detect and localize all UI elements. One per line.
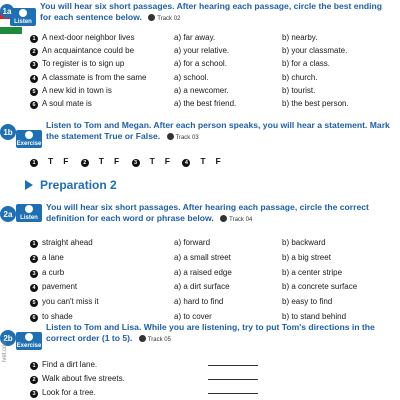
direction-number: 2 <box>30 376 38 384</box>
direction-item <box>30 360 97 370</box>
cd-icon <box>220 215 227 222</box>
answer-option-b[interactable]: b) church. <box>282 72 318 82</box>
section-badge-2a: 2a <box>0 206 16 222</box>
direction-text: Look for a tree. <box>42 388 96 397</box>
headphones-icon: Listen <box>10 8 36 26</box>
question-text: straight ahead <box>42 238 93 247</box>
instruction-1a: You will hear six short passages. After hearing each passage, circle the best ending for each sentence below. Track 02 <box>40 1 382 22</box>
exercise-icon: Exercise <box>16 130 42 148</box>
answer-option-a[interactable]: a) school. <box>174 72 209 82</box>
cd-icon <box>167 133 174 140</box>
answer-option-a[interactable]: a) for a school. <box>174 59 227 69</box>
answer-option-a[interactable]: a) a dirt surface <box>174 282 230 292</box>
answer-option-b[interactable]: b) the best person. <box>282 99 349 108</box>
instruction-2a: You will hear six short passages. After hearing each passage, circle the correct definition for each word or phrase below. Track 04 <box>46 202 369 223</box>
question-text: you can't miss it <box>42 297 99 307</box>
question-text: A next-door neighbor lives <box>42 33 135 42</box>
question-row <box>30 73 146 83</box>
side-url: ivet.com <box>2 339 8 362</box>
question-number: 2 <box>30 255 38 263</box>
answer-blank[interactable] <box>200 360 258 370</box>
question-row <box>30 99 92 109</box>
flag-stripe-green <box>0 27 22 34</box>
question-row <box>30 59 124 69</box>
question-number: 1 <box>30 35 38 43</box>
answer-option-b[interactable]: b) your classmate. <box>282 46 348 56</box>
question-number: 6 <box>30 101 38 109</box>
question-row <box>30 86 112 96</box>
tf-option[interactable]: F <box>164 156 170 166</box>
question-row <box>30 253 64 263</box>
answer-option-a[interactable]: a) the best friend. <box>174 99 237 108</box>
answer-option-b[interactable]: b) easy to find <box>282 297 333 307</box>
answer-option-b[interactable]: b) for a class. <box>282 59 331 69</box>
answer-option-b[interactable]: b) a concrete surface <box>282 282 358 292</box>
tf-option[interactable]: T <box>48 156 54 166</box>
question-number: 1 <box>30 240 38 248</box>
question-number: 3 <box>30 61 38 69</box>
direction-number: 1 <box>30 362 38 370</box>
question-number: 4 <box>30 284 38 292</box>
question-number: 5 <box>30 88 38 96</box>
section-badge-1a: 1a <box>0 4 14 18</box>
answer-option-a[interactable]: a) a newcomer. <box>174 85 229 95</box>
tf-option[interactable]: F <box>113 156 120 166</box>
answer-option-b[interactable]: b) to stand behind <box>282 312 347 321</box>
question-text: A soul mate is <box>42 99 92 108</box>
tf-option[interactable]: F <box>215 156 221 166</box>
preparation-title: Preparation 2 <box>40 178 117 192</box>
answer-option-a[interactable]: a) hard to find <box>174 297 224 307</box>
question-number: 6 <box>30 314 38 322</box>
answer-option-b[interactable]: b) backward <box>282 238 326 247</box>
answer-option-a[interactable]: a) far away. <box>174 33 216 42</box>
instruction-1b: Listen to Tom and Megan. After each person speaks, you will hear a statement. Mark the statement True or False. Track 03 <box>46 120 390 141</box>
answer-option-a[interactable]: a) your relative. <box>174 46 230 56</box>
direction-text: Find a dirt lane. <box>42 360 98 369</box>
answer-option-a[interactable]: a) to cover <box>174 312 212 321</box>
true-false-row: 1 T F 2 T F 3 T F 4 T F <box>30 156 231 167</box>
direction-number: 3 <box>30 390 38 398</box>
cd-icon <box>139 335 146 342</box>
section-badge-1b: 1b <box>0 124 16 140</box>
question-row <box>30 238 93 248</box>
question-text: a lane <box>42 252 64 262</box>
question-row <box>30 46 134 56</box>
answer-option-b[interactable]: b) a center stripe <box>282 267 343 277</box>
direction-item <box>30 374 125 384</box>
cd-icon <box>148 14 155 21</box>
question-text: To register is to sign up <box>42 59 125 69</box>
question-text: A classmate is from the same <box>42 72 147 82</box>
answer-option-a[interactable]: a) a small street <box>174 252 231 262</box>
play-icon <box>25 180 33 190</box>
answer-blank[interactable] <box>200 374 258 384</box>
instruction-2b: Listen to Tom and Lisa. While you are listening, try to put Tom's directions in the correct order (1 to 5). Track 05 <box>46 322 375 343</box>
question-row <box>30 297 99 307</box>
tf-option[interactable]: F <box>63 156 69 166</box>
question-text: A new kid in town is <box>42 85 112 95</box>
answer-option-a[interactable]: a) a raised edge <box>174 267 232 277</box>
answer-blank[interactable] <box>200 388 258 398</box>
tf-option[interactable]: T <box>149 156 155 166</box>
question-number: 5 <box>30 299 38 307</box>
answer-option-b[interactable]: b) tourist. <box>282 85 316 95</box>
question-text: to shade <box>42 312 73 321</box>
answer-option-a[interactable]: a) forward <box>174 238 211 247</box>
tf-option[interactable]: T <box>200 156 206 166</box>
exercise-icon: Exercise <box>16 332 42 350</box>
question-number: 4 <box>30 75 38 83</box>
question-number: 2 <box>30 48 38 56</box>
headphones-icon: Listen <box>16 204 42 222</box>
question-row <box>30 268 64 278</box>
question-row <box>30 282 77 292</box>
direction-text: Walk about five streets. <box>42 374 125 383</box>
answer-option-b[interactable]: b) nearby. <box>282 33 318 42</box>
question-text: An acquaintance could be <box>42 46 135 56</box>
question-text: a curb <box>42 267 65 277</box>
question-text: pavement <box>42 282 78 292</box>
question-row <box>30 33 135 43</box>
question-row <box>30 312 73 322</box>
answer-option-b[interactable]: b) a big street <box>282 252 331 262</box>
tf-option[interactable]: T <box>98 156 104 166</box>
question-number: 3 <box>30 270 38 278</box>
direction-item <box>30 388 96 398</box>
section-badge-2b: 2b <box>0 330 16 346</box>
